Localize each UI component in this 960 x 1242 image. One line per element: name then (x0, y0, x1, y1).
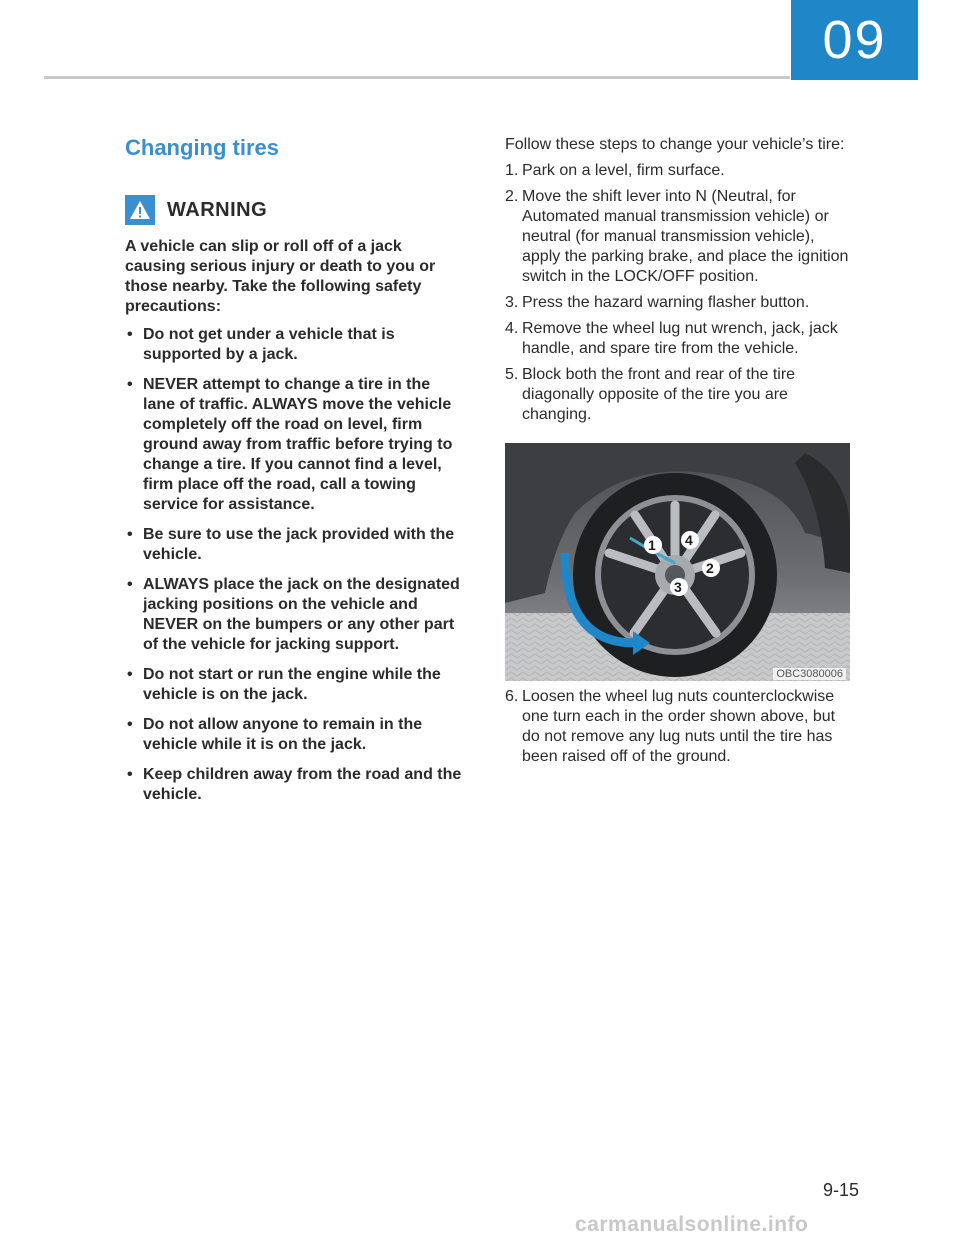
warning-list (125, 325, 465, 805)
step-text: Block both the front and rear of the tire diagonally opposite of the tire you are changing. (522, 366, 796, 423)
step-number: 5. (505, 366, 519, 383)
right-column (505, 135, 850, 773)
step-text: Park on a level, firm surface. (522, 162, 725, 179)
step-item (505, 319, 850, 359)
warning-bullet: • ALWAYS place the jack on the designated jacking positions on the vehicle and NEVER on the bumpers or any other part of the vehicle for jacking support. (127, 576, 460, 653)
step-item (505, 687, 850, 767)
chapter-tab (791, 0, 918, 80)
lug-label: 3 (674, 579, 682, 595)
warning-bullet-text: Do not start or run the engine while the vehicle is on the jack. (143, 666, 441, 703)
step-number: 6. (505, 688, 519, 705)
step-number: 3. (505, 294, 519, 311)
step-number: 1. (505, 162, 519, 179)
step-text: Press the hazard warning flasher button. (522, 294, 810, 311)
step-item (505, 365, 850, 425)
warning-header (125, 195, 465, 225)
wheel-illustration (505, 443, 850, 681)
step-item (505, 161, 850, 181)
header-rule (44, 76, 790, 79)
warning-bullet-text: Keep children away from the road and the vehicle. (143, 766, 462, 803)
section-title: Changing tires (125, 135, 280, 160)
warning-bullet: • NEVER attempt to change a tire in the lane of traffic. ALWAYS move the vehicle completely off the road on level, firm ground away from traffic before trying to change a tire. If you cannot find a level, firm place off the road, call a towing service for assistance. (127, 376, 453, 513)
warning-bullet: • Do not get under a vehicle that is supported by a jack. (127, 326, 395, 363)
lug-label: 1 (648, 537, 656, 553)
lug-label: 2 (706, 560, 714, 576)
warning-bullet: • Do not start or run the engine while the vehicle is on the jack. (127, 666, 441, 703)
left-column (125, 135, 465, 815)
warning-bullet: • Keep children away from the road and the vehicle. (127, 766, 462, 803)
step-number: 4. (505, 320, 519, 337)
lug-label: 4 (685, 532, 693, 548)
steps-list (505, 161, 850, 425)
warning-bullet-text: NEVER attempt to change a tire in the lane of traffic. ALWAYS move the vehicle completely off the road on level, firm ground away from traffic before trying to change a tire. If you cannot find a level, firm place off the road, call a towing service for assistance. (143, 376, 453, 513)
warning-bullet-text: Be sure to use the jack provided with the vehicle. (143, 526, 455, 563)
chapter-number: 09 (822, 10, 887, 70)
warning-icon (125, 195, 155, 225)
wheel-photo (505, 443, 850, 681)
warning-bullet-text: Do not get under a vehicle that is supported by a jack. (143, 326, 395, 363)
step-text: Move the shift lever into N (Neutral, for Automated manual transmission vehicle) or neutral (for manual transmission vehicle), apply the parking brake, and place the ignition switch in the LOCK/OFF position. (522, 188, 849, 285)
figure-code: OBC3080006 (773, 668, 846, 680)
steps-intro: Follow these steps to change your vehicle’s tire: (505, 136, 845, 153)
warning-bullet: • Be sure to use the jack provided with the vehicle. (127, 526, 455, 563)
step-item (505, 187, 850, 287)
watermark: carmanualsonline.info (575, 1213, 809, 1236)
page-number: 9-15 (823, 1180, 860, 1200)
step-item (505, 293, 850, 313)
warning-label: WARNING (167, 198, 268, 221)
step-text: Loosen the wheel lug nuts counterclockwise one turn each in the order shown above, but do not remove any lug nuts until the tire has been raised off of the ground. (522, 688, 836, 765)
warning-bullet-text: Do not allow anyone to remain in the vehicle while it is on the jack. (143, 716, 423, 753)
steps-list-continued (505, 687, 850, 767)
step-text: Remove the wheel lug nut wrench, jack, jack handle, and spare tire from the vehicle. (522, 320, 838, 357)
warning-body: A vehicle can slip or roll off of a jack causing serious injury or death to you or those nearby. Take the following safety precautions: (125, 238, 436, 315)
warning-bullet-text: ALWAYS place the jack on the designated jacking positions on the vehicle and NEVER on the bumpers or any other part of the vehicle for jacking support. (143, 576, 460, 653)
warning-bullet: • Do not allow anyone to remain in the vehicle while it is on the jack. (127, 716, 423, 753)
step-number: 2. (505, 188, 519, 205)
